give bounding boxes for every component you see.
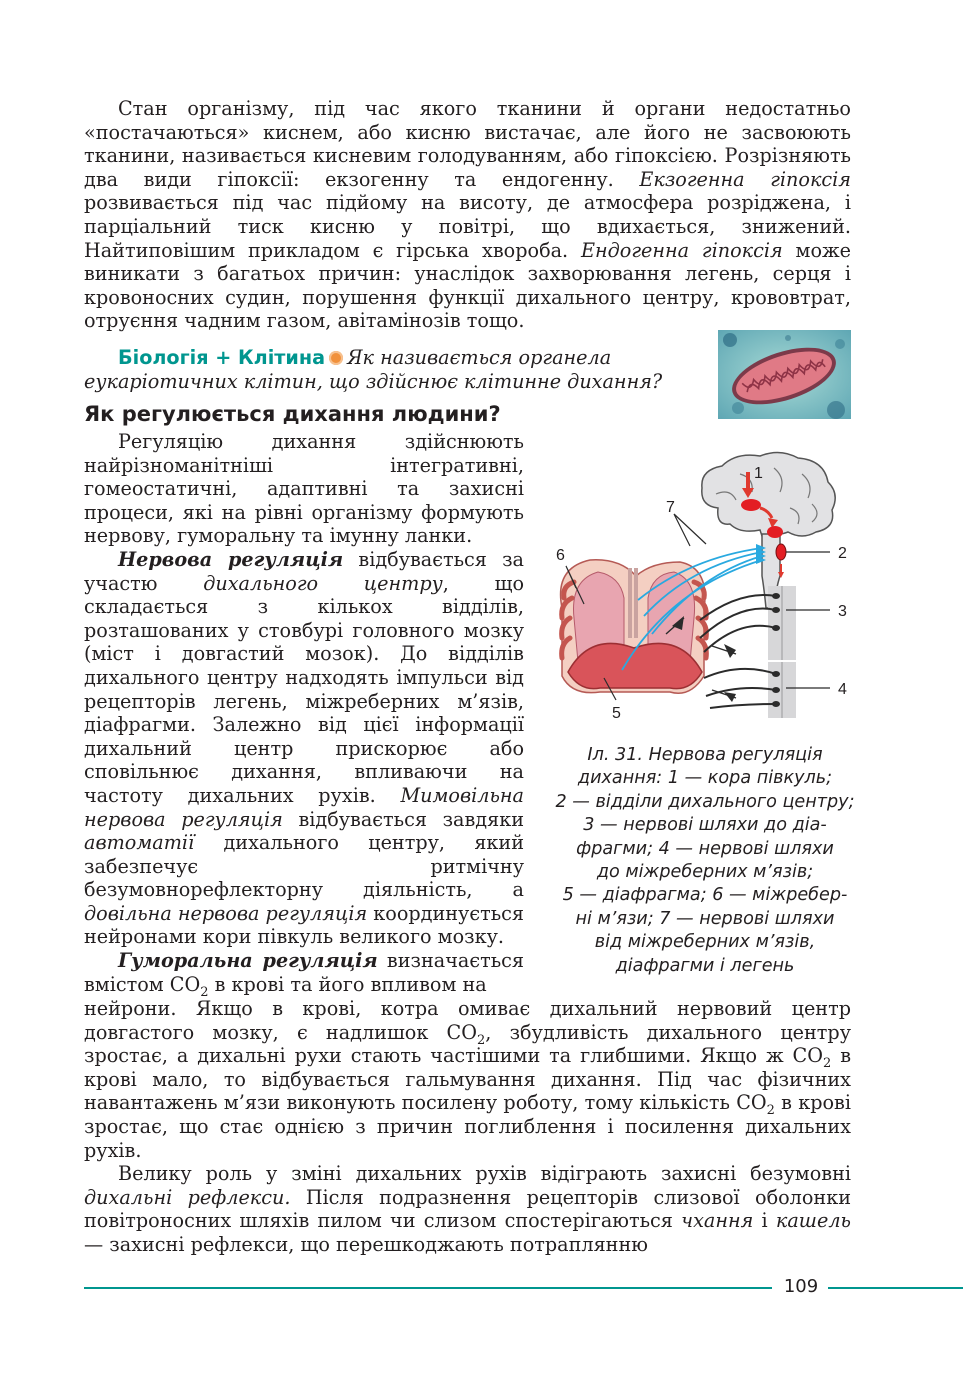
nervous-regulation-paragraph: Нервова регуляція відбувається за участю дихального центру, що складається з кількох відділів, розташованих у стовбурі головного мозку (міст і довгастий мозок). До відділів дихального центру надходять імпульси від рецепторів легень, міжреберних м’язів, діафрагми. Залежно від цієї інформації дихальний центр прискорює або сповільнює дихання, впливаючи на частоту дихальних рухів. Мимовільна нервова регуляція відбувається завдяки автоматії дихального центру, який забезпечує ритмічну безумовнорефлекторну діяльність, а довільна нервова регуляція координується нейронами кори півкуль великого мозку. (84, 547, 525, 949)
figure-caption: Іл. 31. Нервова регуляція дихання: 1 — кора півкуль; 2 — відділи дихального центру; 3 — нервові шляхи до діа- фрагми; 4 — нервові шляхи до міжреберних м’язів; 5 — діафрагма; 6 — міжребер- ні м’язи; 7 — нервові шляхи від міжреберних м’язів, діафрагми і легень (555, 745, 855, 976)
mitochondrion-image (718, 330, 851, 419)
page-number: 109 (783, 1276, 819, 1297)
label-2: 2 (838, 545, 847, 562)
footer-rule-left (84, 1287, 772, 1289)
footer-rule-right (828, 1287, 963, 1289)
note-label: Біологія + Клітина (118, 346, 326, 369)
term-endogenous: Ендогенна гіпоксія (580, 238, 783, 262)
label-7: 7 (666, 499, 675, 516)
respiratory-center-lower (776, 544, 786, 560)
regulation-paragraph: Регуляцію дихання здійснюють найрізноманітніші інтегративні, гомеостатичні, адаптивні та захисні процеси, які на рівні організму формують нервову, гуморальну та імунну ланки. (84, 430, 524, 548)
left-column-text (84, 430, 525, 1000)
humoral-regulation-paragraph: Гуморальна регуляція визначається вмістом $CO_2$ в крові та його впливом на (84, 949, 524, 1000)
section-heading: Як регулюється дихання людини? (84, 402, 501, 426)
term-nervous-regulation: Нервова регуляція (118, 547, 344, 571)
biology-cell-note (84, 346, 696, 393)
full-width-text (84, 997, 851, 1257)
respiratory-center-upper (767, 526, 783, 538)
cortex-center (741, 499, 761, 511)
flower-icon (329, 351, 343, 365)
intro-text: Стан організму, під час якого тканини й органи недостатньо «постачаються» киснем, або кисню вистачає, але його не засвоюють тканини, називається кисневим голодуванням, або гіпоксією. Розрізняють два види гіпоксії: екзогенну та ендогенну. Екзогенна гіпоксія розвивається під час підйому на висоту, де атмосфера розріджена, і парціальний тиск кисню у повітрі, що вдихається, знижений. Найтиповішим прикладом є гірська хвороба. Ендогенна гіпоксія може виникати з багатьох причин: унаслідок захворювання легень, серця і кровоносних судин, порушення функції дихального центру, крововтрат, отруєння чадним газом, авітамінозів тощо. (84, 97, 852, 333)
label-1: 1 (754, 465, 763, 482)
label-4: 4 (838, 681, 847, 698)
term-exogenous: Екзогенна гіпоксія (639, 167, 852, 191)
label-3: 3 (838, 603, 847, 620)
label-5: 5 (612, 705, 621, 722)
label-6: 6 (556, 547, 565, 564)
breathing-regulation-illustration (540, 448, 855, 738)
humoral-continuation: нейрони. Якщо в крові, котра омиває дихальний нервовий центр довгастого мозку, є надлишок $CO_2$, збудливість дихального центру зростає, а дихальні рухи стають частішими та глибшими. Якщо ж $CO_2$ в крові мало, то відбувається гальмування дихання. Під час фізичних навантажень м’язи виконують посилену роботу, тому кількість $CO_2$ в крові зростає, що стає однією з причин поглиблення і посилення дихальних рухів. (84, 997, 851, 1162)
intro-paragraph (84, 97, 851, 333)
note-question: Як називається органела еукаріотичних клітин, що здійснює клітинне дихання? (84, 346, 663, 393)
term-humoral-regulation: Гуморальна регуляція (118, 949, 378, 973)
reflex-paragraph: Велику роль у зміні дихальних рухів відіграють захисні безумовні дихальні рефлекси. Після подразнення рецепторів слизової оболонки повітроносних шляхів пилом чи слизом спостерігаються чхання і кашель — захисні рефлекси, що перешкоджають потраплянню (84, 1162, 851, 1256)
